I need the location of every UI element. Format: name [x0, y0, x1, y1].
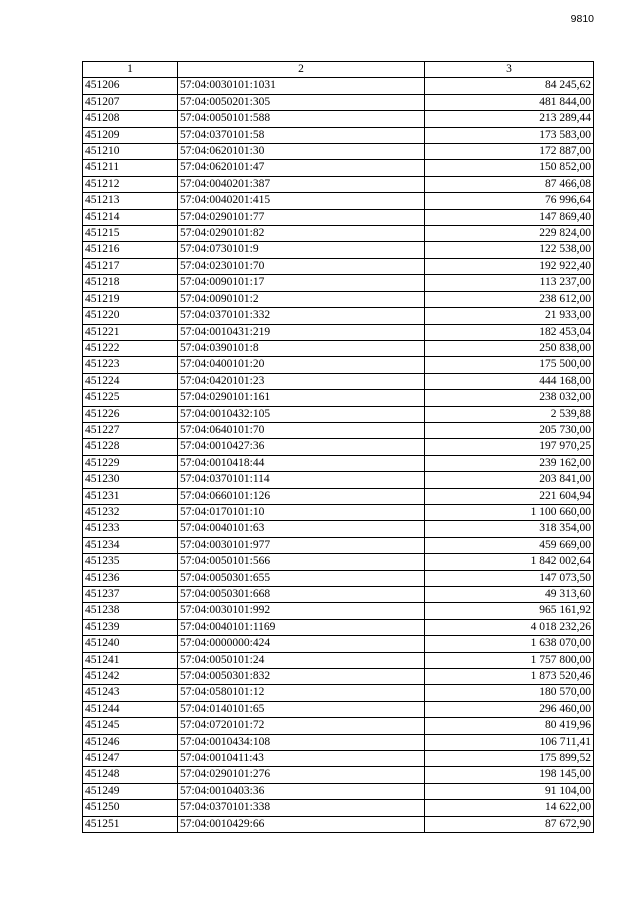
record-number-cell: 451231	[83, 488, 178, 504]
cadastral-number-cell: 57:04:0010434:108	[178, 734, 425, 750]
table-row	[83, 472, 594, 488]
value-cell: 147 869,40	[425, 209, 594, 225]
record-number-cell: 451234	[83, 537, 178, 553]
table-row	[83, 488, 594, 504]
table-row	[83, 275, 594, 291]
value-cell: 172 887,00	[425, 144, 594, 160]
record-number-cell: 451224	[83, 373, 178, 389]
cadastral-number-cell: 57:04:0730101:9	[178, 242, 425, 258]
table-row	[83, 340, 594, 356]
value-cell: 87 672,90	[425, 816, 594, 832]
page-number: 9810	[570, 13, 594, 25]
value-cell: 2 539,88	[425, 406, 594, 422]
value-cell: 147 073,50	[425, 570, 594, 586]
table-row	[83, 669, 594, 685]
table-row	[83, 176, 594, 192]
value-cell: 175 500,00	[425, 357, 594, 373]
value-cell: 318 354,00	[425, 521, 594, 537]
value-cell: 122 538,00	[425, 242, 594, 258]
value-cell: 213 289,44	[425, 111, 594, 127]
record-number-cell: 451250	[83, 800, 178, 816]
record-number-cell: 451218	[83, 275, 178, 291]
value-cell: 49 313,60	[425, 587, 594, 603]
record-number-cell: 451230	[83, 472, 178, 488]
value-cell: 87 466,08	[425, 176, 594, 192]
cadastral-number-cell: 57:04:0230101:70	[178, 258, 425, 274]
record-number-cell: 451238	[83, 603, 178, 619]
value-cell: 1 757 800,00	[425, 652, 594, 668]
cadastral-number-cell: 57:04:0000000:424	[178, 636, 425, 652]
table-row	[83, 800, 594, 816]
table-row	[83, 587, 594, 603]
record-number-cell: 451232	[83, 504, 178, 520]
cadastral-number-cell: 57:04:0010403:36	[178, 783, 425, 799]
value-cell: 229 824,00	[425, 226, 594, 242]
cadastral-number-cell: 57:04:0030101:992	[178, 603, 425, 619]
table-row	[83, 603, 594, 619]
value-cell: 173 583,00	[425, 127, 594, 143]
cadastral-number-cell: 57:04:0050301:832	[178, 669, 425, 685]
value-cell: 205 730,00	[425, 422, 594, 438]
cadastral-number-cell: 57:04:0290101:82	[178, 226, 425, 242]
record-number-cell: 451213	[83, 193, 178, 209]
table-row	[83, 521, 594, 537]
cadastral-number-cell: 57:04:0620101:30	[178, 144, 425, 160]
value-cell: 113 237,00	[425, 275, 594, 291]
record-number-cell: 451226	[83, 406, 178, 422]
table-row	[83, 636, 594, 652]
value-cell: 182 453,04	[425, 324, 594, 340]
header-row	[83, 62, 594, 78]
cadastral-number-cell: 57:04:0010431:219	[178, 324, 425, 340]
table-row	[83, 308, 594, 324]
value-cell: 250 838,00	[425, 340, 594, 356]
value-cell: 1 873 520,46	[425, 669, 594, 685]
cadastral-number-cell: 57:04:0030101:1031	[178, 78, 425, 94]
value-cell: 21 933,00	[425, 308, 594, 324]
table-row	[83, 751, 594, 767]
record-number-cell: 451219	[83, 291, 178, 307]
value-cell: 1 100 660,00	[425, 504, 594, 520]
cadastral-number-cell: 57:04:0390101:8	[178, 340, 425, 356]
record-number-cell: 451212	[83, 176, 178, 192]
value-cell: 150 852,00	[425, 160, 594, 176]
cadastral-number-cell: 57:04:0290101:276	[178, 767, 425, 783]
record-number-cell: 451239	[83, 619, 178, 635]
cadastral-number-cell: 57:04:0720101:72	[178, 718, 425, 734]
value-cell: 239 162,00	[425, 455, 594, 471]
cadastral-number-cell: 57:04:0010429:66	[178, 816, 425, 832]
table-row	[83, 439, 594, 455]
table-row	[83, 373, 594, 389]
table-row	[83, 390, 594, 406]
table-row	[83, 160, 594, 176]
table-row	[83, 783, 594, 799]
table-row	[83, 406, 594, 422]
cadastral-number-cell: 57:04:0050101:24	[178, 652, 425, 668]
cadastral-number-cell: 57:04:0370101:114	[178, 472, 425, 488]
record-number-cell: 451216	[83, 242, 178, 258]
record-number-cell: 451220	[83, 308, 178, 324]
record-number-cell: 451247	[83, 751, 178, 767]
record-number-cell: 451251	[83, 816, 178, 832]
table-row	[83, 455, 594, 471]
cadastral-number-cell: 57:04:0420101:23	[178, 373, 425, 389]
cadastral-number-cell: 57:04:0370101:338	[178, 800, 425, 816]
value-cell: 965 161,92	[425, 603, 594, 619]
cadastral-number-cell: 57:04:0290101:161	[178, 390, 425, 406]
cadastral-number-cell: 57:04:0010427:36	[178, 439, 425, 455]
value-cell: 14 622,00	[425, 800, 594, 816]
table-row	[83, 258, 594, 274]
column-header-1: 1	[83, 62, 178, 78]
record-number-cell: 451248	[83, 767, 178, 783]
cadastral-number-cell: 57:04:0370101:332	[178, 308, 425, 324]
cadastral-number-cell: 57:04:0040201:415	[178, 193, 425, 209]
table-row	[83, 94, 594, 110]
record-number-cell: 451244	[83, 701, 178, 717]
table-row	[83, 619, 594, 635]
record-number-cell: 451240	[83, 636, 178, 652]
record-number-cell: 451241	[83, 652, 178, 668]
cadastral-number-cell: 57:04:0010418:44	[178, 455, 425, 471]
cadastral-number-cell: 57:04:0640101:70	[178, 422, 425, 438]
cadastral-number-cell: 57:04:0170101:10	[178, 504, 425, 520]
table-row	[83, 570, 594, 586]
record-number-cell: 451217	[83, 258, 178, 274]
record-number-cell: 451222	[83, 340, 178, 356]
table-row	[83, 193, 594, 209]
table-row	[83, 242, 594, 258]
value-cell: 238 612,00	[425, 291, 594, 307]
cadastral-number-cell: 57:04:0090101:17	[178, 275, 425, 291]
cadastral-number-cell: 57:04:0140101:65	[178, 701, 425, 717]
cadastral-number-cell: 57:04:0290101:77	[178, 209, 425, 225]
value-cell: 175 899,52	[425, 751, 594, 767]
record-number-cell: 451208	[83, 111, 178, 127]
table-row	[83, 504, 594, 520]
table-row	[83, 226, 594, 242]
table-row	[83, 816, 594, 832]
table-header	[83, 62, 594, 78]
value-cell: 84 245,62	[425, 78, 594, 94]
value-cell: 80 419,96	[425, 718, 594, 734]
record-number-cell: 451229	[83, 455, 178, 471]
record-number-cell: 451249	[83, 783, 178, 799]
table-row	[83, 718, 594, 734]
cadastral-number-cell: 57:04:0050301:668	[178, 587, 425, 603]
record-number-cell: 451207	[83, 94, 178, 110]
table-row	[83, 767, 594, 783]
cadastral-number-cell: 57:04:0050201:305	[178, 94, 425, 110]
value-cell: 91 104,00	[425, 783, 594, 799]
cadastral-number-cell: 57:04:0050101:588	[178, 111, 425, 127]
table-row	[83, 144, 594, 160]
record-number-cell: 451206	[83, 78, 178, 94]
record-number-cell: 451236	[83, 570, 178, 586]
table-body	[83, 78, 594, 833]
table-row	[83, 209, 594, 225]
record-number-cell: 451215	[83, 226, 178, 242]
value-cell: 197 970,25	[425, 439, 594, 455]
table-row	[83, 537, 594, 553]
value-cell: 1 638 070,00	[425, 636, 594, 652]
value-cell: 481 844,00	[425, 94, 594, 110]
value-cell: 198 145,00	[425, 767, 594, 783]
cadastral-number-cell: 57:04:0660101:126	[178, 488, 425, 504]
value-cell: 4 018 232,26	[425, 619, 594, 635]
value-cell: 1 842 002,64	[425, 554, 594, 570]
record-number-cell: 451225	[83, 390, 178, 406]
table-row	[83, 127, 594, 143]
record-number-cell: 451243	[83, 685, 178, 701]
value-cell: 296 460,00	[425, 701, 594, 717]
cadastral-number-cell: 57:04:0400101:20	[178, 357, 425, 373]
cadastral-number-cell: 57:04:0010432:105	[178, 406, 425, 422]
cadastral-number-cell: 57:04:0030101:977	[178, 537, 425, 553]
column-header-2: 2	[178, 62, 425, 78]
cadastral-number-cell: 57:04:0580101:12	[178, 685, 425, 701]
value-cell: 192 922,40	[425, 258, 594, 274]
table-row	[83, 78, 594, 94]
value-cell: 238 032,00	[425, 390, 594, 406]
table-row	[83, 734, 594, 750]
table-row	[83, 652, 594, 668]
table-row	[83, 701, 594, 717]
table-row	[83, 111, 594, 127]
table-row	[83, 554, 594, 570]
table-row	[83, 422, 594, 438]
record-number-cell: 451214	[83, 209, 178, 225]
cadastral-number-cell: 57:04:0040101:1169	[178, 619, 425, 635]
value-cell: 459 669,00	[425, 537, 594, 553]
record-number-cell: 451223	[83, 357, 178, 373]
cadastral-number-cell: 57:04:0370101:58	[178, 127, 425, 143]
value-cell: 221 604,94	[425, 488, 594, 504]
record-number-cell: 451221	[83, 324, 178, 340]
table-row	[83, 291, 594, 307]
value-cell: 203 841,00	[425, 472, 594, 488]
record-number-cell: 451242	[83, 669, 178, 685]
cadastral-number-cell: 57:04:0050101:566	[178, 554, 425, 570]
value-cell: 444 168,00	[425, 373, 594, 389]
cadastral-number-cell: 57:04:0090101:2	[178, 291, 425, 307]
table-row	[83, 324, 594, 340]
record-number-cell: 451237	[83, 587, 178, 603]
record-number-cell: 451235	[83, 554, 178, 570]
record-number-cell: 451210	[83, 144, 178, 160]
record-number-cell: 451209	[83, 127, 178, 143]
record-number-cell: 451227	[83, 422, 178, 438]
record-number-cell: 451211	[83, 160, 178, 176]
value-cell: 106 711,41	[425, 734, 594, 750]
table-row	[83, 685, 594, 701]
table-row	[83, 357, 594, 373]
record-number-cell: 451245	[83, 718, 178, 734]
cadastral-number-cell: 57:04:0050301:655	[178, 570, 425, 586]
cadastral-number-cell: 57:04:0040201:387	[178, 176, 425, 192]
value-cell: 180 570,00	[425, 685, 594, 701]
value-cell: 76 996,64	[425, 193, 594, 209]
record-number-cell: 451233	[83, 521, 178, 537]
record-number-cell: 451228	[83, 439, 178, 455]
column-header-3: 3	[425, 62, 594, 78]
cadastral-number-cell: 57:04:0040101:63	[178, 521, 425, 537]
data-table	[82, 61, 594, 833]
cadastral-number-cell: 57:04:0010411:43	[178, 751, 425, 767]
cadastral-number-cell: 57:04:0620101:47	[178, 160, 425, 176]
record-number-cell: 451246	[83, 734, 178, 750]
